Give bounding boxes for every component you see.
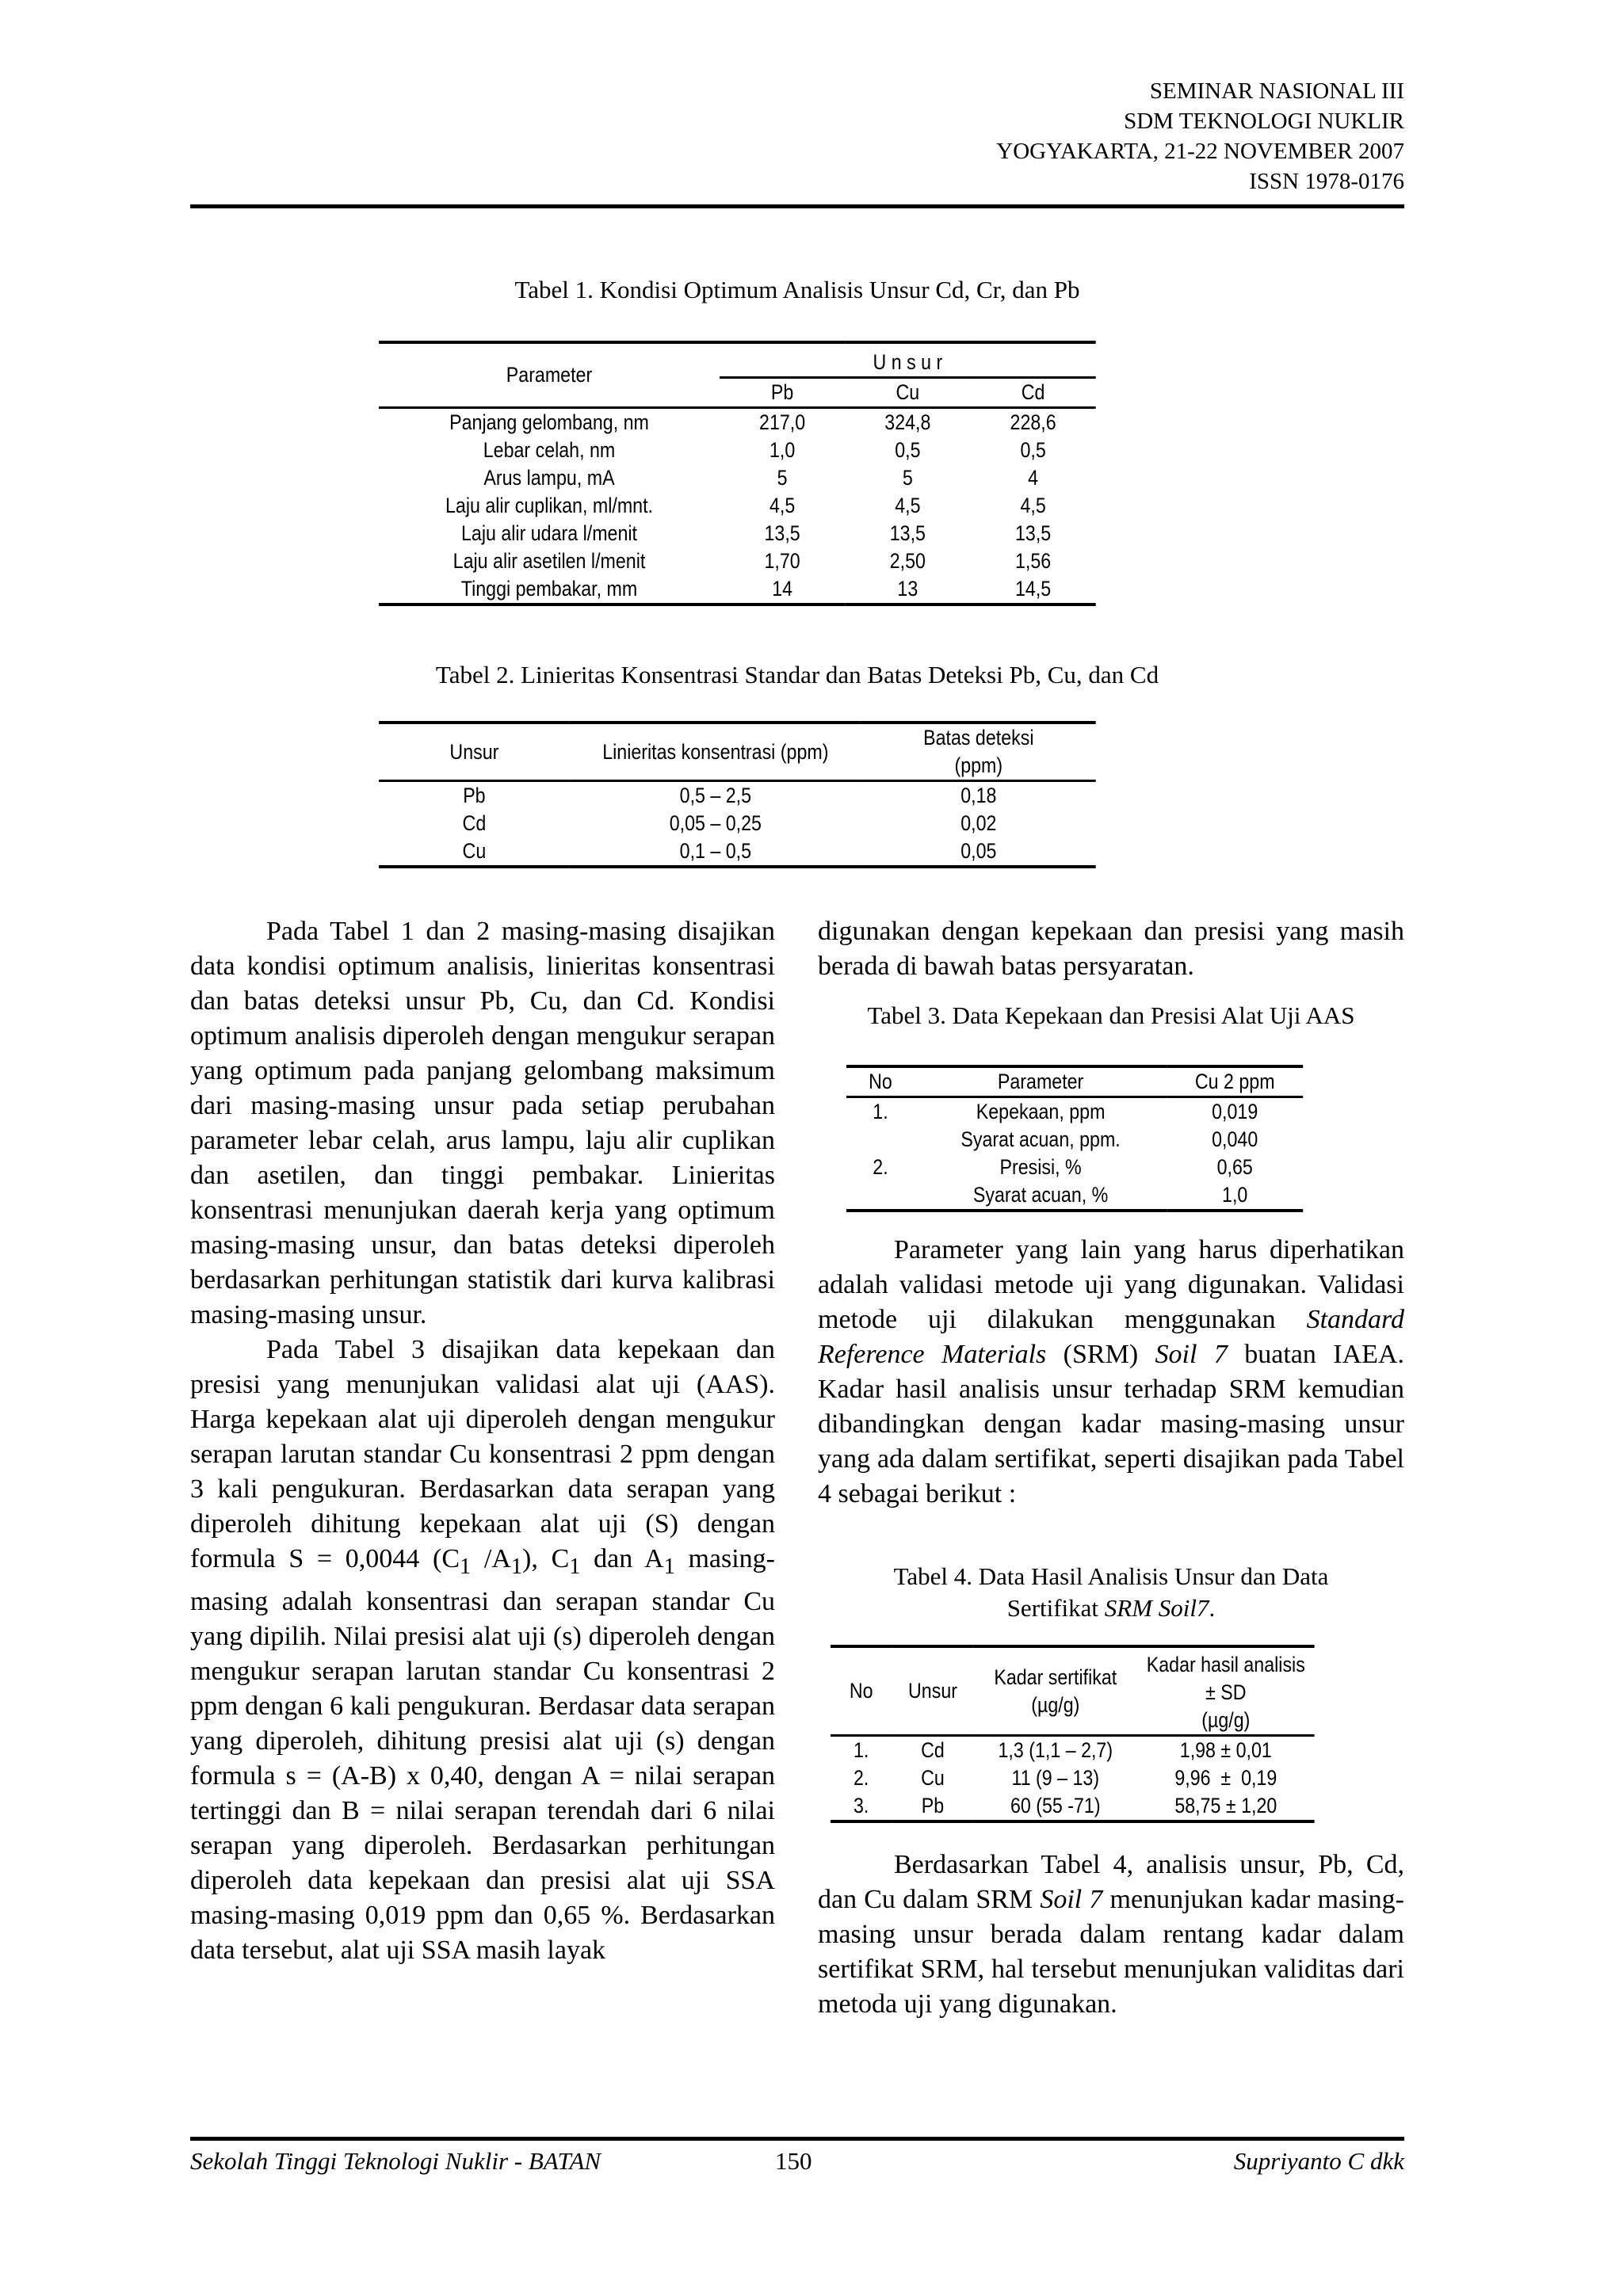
subscript: 1 <box>510 1554 523 1579</box>
text-run: dan A <box>580 1544 664 1573</box>
table-cell: 0,05 – 0,25 <box>669 811 762 835</box>
table2-header-unsur: Unsur <box>449 739 499 764</box>
table-cell: 0,019 <box>1212 1100 1258 1123</box>
table-row <box>379 810 1096 837</box>
table-cell: 4,5 <box>895 494 921 517</box>
table-cell: 0,5 <box>895 438 921 462</box>
table-row <box>379 547 1096 575</box>
table-cell: 14,5 <box>1014 577 1052 601</box>
table-cell: Cu <box>921 1766 945 1790</box>
table-row <box>846 1181 1303 1211</box>
paragraph <box>818 1848 1404 2022</box>
table-cell: 0,1 – 0,5 <box>679 839 752 863</box>
table-cell: 0,02 <box>960 811 997 835</box>
table-row <box>379 464 1096 492</box>
table-cell: 0,5 <box>1020 438 1046 462</box>
table-cell: Laju alir udara l/menit <box>460 521 637 545</box>
table-cell: 1. <box>873 1100 888 1123</box>
table-cell: 1,98 ± 0,01 <box>1179 1738 1272 1762</box>
header-rule <box>190 204 1404 208</box>
header-issn: ISSN 1978-0176 <box>1249 169 1404 194</box>
table4-header-hasil <box>1137 1646 1315 1736</box>
table-cell: 14 <box>772 577 793 601</box>
paragraph: Pada Tabel 1 dan 2 masing-masing disajikan data kondisi optimum analisis, linieritas konsentrasi dan batas deteksi unsur Pb, Cu, dan Cd. Kondisi optimum analisis diperoleh dengan mengukur serapan yang optimum pada panjang gelombang maksimum dari masing-masing unsur pada setiap perubahan parameter lebar celah, arus lampu, laju alir cuplikan dan asetilen, dan tinggi pembakar. Linieritas konsentrasi menunjukan daerah kerja yang optimum masing-masing unsur, dan batas deteksi diperoleh berdasarkan perhitungan statistik dari kurva kalibrasi masing-masing unsur. <box>190 917 775 1329</box>
table-cell: Presisi, % <box>999 1155 1082 1179</box>
table-row <box>379 437 1096 464</box>
text-run: Berdasarkan Tabel 4, analisis unsur, Pb, Cd, dan Cu dalam SRM <box>818 1850 1404 1914</box>
table-cell: 0,5 – 2,5 <box>679 784 752 807</box>
table-cell: 9,96 ± 0,19 <box>1174 1766 1277 1790</box>
table-cell: 13 <box>897 577 918 601</box>
table-cell: 0,040 <box>1212 1127 1258 1151</box>
text-run: Sertifikat <box>1006 1594 1105 1622</box>
table-cell: Kepekaan, ppm <box>976 1100 1106 1123</box>
footer-rule <box>190 2137 1404 2141</box>
footer-authors: Supriyanto C dkk <box>1233 2147 1404 2175</box>
right-column-middle <box>818 1233 1404 1512</box>
table-cell: Laju alir asetilen l/menit <box>453 549 646 573</box>
table-cell: Syarat acuan, % <box>972 1183 1109 1207</box>
table3-header-cu: Cu 2 ppm <box>1194 1070 1275 1093</box>
right-column-top <box>818 914 1404 984</box>
text-run: buatan IAEA. Kadar hasil analisis unsur terhadap SRM kemudian dibandingkan dengan kadar masing-masing unsur yang ada dalam sertifikat, seperti disajikan pada Tabel 4 sebagai berikut : <box>818 1340 1404 1508</box>
table-row <box>846 1154 1303 1181</box>
table-cell: 324,8 <box>884 410 931 434</box>
table4-header-hasil-line3: (µg/g) <box>1201 1708 1251 1732</box>
table-row <box>379 408 1096 437</box>
table-cell: 11 (9 – 13) <box>1011 1766 1100 1790</box>
table-cell <box>846 1181 915 1211</box>
table1-header-col: Pb <box>770 380 794 404</box>
table-cell: 13,5 <box>764 521 800 545</box>
table4-header-hasil-line2: ± SD <box>1205 1680 1247 1704</box>
table1-header-col: Cu <box>896 380 920 404</box>
right-column-bottom <box>818 1848 1404 2022</box>
table2 <box>379 721 1096 868</box>
table-row <box>846 1097 1303 1127</box>
header-topic: SDM TEKNOLOGI NUKLIR <box>1124 109 1404 134</box>
text-run: (SRM) <box>1046 1340 1155 1369</box>
header-seminar: SEMINAR NASIONAL III <box>1149 78 1404 104</box>
table1-caption: Tabel 1. Kondisi Optimum Analisis Unsur Cd, Cr, dan Pb <box>514 276 1080 303</box>
table-row <box>379 575 1096 605</box>
table4-header-hasil-line1: Kadar hasil analisis <box>1146 1653 1305 1676</box>
table-row <box>379 492 1096 520</box>
text-run: Pada Tabel 3 disajikan data kepekaan dan presisi yang menunjukan validasi alat uji (AAS). Harga kepekaan alat uji diperoleh dengan mengukur serapan larutan standar Cu konsentrasi 2 ppm dengan 3 kali pengukuran. Berdasarkan data serapan yang diperoleh dihitung kepekaan alat uji (S) dengan formula S = 0,0044 (C <box>190 1335 775 1573</box>
table-cell: 4 <box>1028 466 1039 490</box>
table4-caption <box>818 1561 1404 1624</box>
text-run: masing-masing adalah konsentrasi dan serapan standar Cu yang dipilih. Nilai presisi alat uji (s) diperoleh dengan mengukur serapan larutan standar Cu konsentrasi 2 ppm dengan 6 kali pengukuran. Berdasar data serapan yang diperoleh, dihitung presisi alat uji (s) dengan formula s = (A-B) x 0,40, dengan A = nilai serapan tertinggi dan B = nilai serapan terendah dari 6 nilai serapan yang diperoleh. Berdasarkan perhitungan diperoleh data kepekaan dan presisi alat uji SSA masing-masing 0,019 ppm dan 0,65 %. Berdasarkan data tersebut, alat uji SSA masih layak <box>190 1544 775 1965</box>
table-cell: Pb <box>921 1794 945 1817</box>
table1 <box>379 341 1096 606</box>
table4-header-no: No <box>849 1679 873 1703</box>
table-cell: Cd <box>921 1738 945 1762</box>
table4-header-sertifikat <box>974 1646 1137 1736</box>
table2-header-batas-line2: (ppm) <box>954 753 1003 777</box>
paragraph <box>190 1333 775 1968</box>
table-cell: Syarat acuan, ppm. <box>960 1127 1121 1151</box>
subscript: 1 <box>569 1554 581 1579</box>
table4-caption-line1: Tabel 4. Data Hasil Analisis Unsur dan Data <box>893 1562 1329 1590</box>
table-cell: 2,50 <box>889 549 926 573</box>
table-row <box>831 1792 1315 1821</box>
subscript: 1 <box>663 1554 675 1579</box>
footer-institution: Sekolah Tinggi Teknologi Nuklir - BATAN <box>190 2147 601 2175</box>
table-cell: Cd <box>462 811 487 835</box>
table-cell: 1. <box>854 1738 869 1762</box>
table4-header-sertifikat-line2: (µg/g) <box>1031 1692 1080 1717</box>
italic-run: Soil 7 <box>1040 1885 1103 1914</box>
table-row <box>379 781 1096 810</box>
table-cell: 1,56 <box>1014 549 1052 573</box>
table-row <box>379 520 1096 547</box>
table-row <box>846 1126 1303 1154</box>
table-cell: 4,5 <box>1020 494 1046 517</box>
italic-run: SRM Soil7 <box>1104 1594 1209 1622</box>
table-cell: 3. <box>854 1794 869 1817</box>
table2-header-batas <box>861 723 1096 781</box>
table-cell: Lebar celah, nm <box>483 438 616 462</box>
text-run: /A <box>471 1544 511 1573</box>
table1-header-parameter: Parameter <box>379 342 720 408</box>
table-cell: Arus lampu, mA <box>483 466 615 490</box>
table-cell: 5 <box>902 466 913 490</box>
paragraph <box>818 1233 1404 1512</box>
table2-caption: Tabel 2. Linieritas Konsentrasi Standar dan Batas Deteksi Pb, Cu, dan Cd <box>435 661 1159 688</box>
table-cell: Pb <box>463 784 486 807</box>
left-column <box>190 914 775 1968</box>
table-cell: 60 (55 -71) <box>1010 1794 1101 1817</box>
text-run: . <box>1209 1594 1216 1622</box>
table1-header-group: U n s u r <box>720 342 1096 378</box>
italic-run: Standard Reference Materials <box>818 1305 1404 1369</box>
table-cell: 2. <box>854 1766 869 1790</box>
table-cell: 4,5 <box>769 494 796 517</box>
table3-header-no: No <box>869 1070 892 1093</box>
header-location-date: YOGYAKARTA, 21-22 NOVEMBER 2007 <box>996 139 1404 164</box>
table-cell: Panjang gelombang, nm <box>449 410 649 434</box>
table-cell: 0,65 <box>1216 1155 1253 1179</box>
table-cell: 5 <box>777 466 788 490</box>
table4-caption-line2 <box>818 1592 1404 1624</box>
table-cell: 13,5 <box>1014 521 1052 545</box>
table3-header-parameter: Parameter <box>997 1070 1084 1093</box>
table2-header-batas-line1: Batas deteksi <box>923 726 1034 749</box>
table-cell: 2. <box>873 1155 888 1179</box>
table4-header-sertifikat-line1: Kadar sertifikat <box>994 1665 1117 1689</box>
table-row <box>831 1764 1315 1792</box>
table1-header-col: Cd <box>1021 380 1045 404</box>
text-run: menunjukan kadar masing-masing unsur berada dalam rentang kadar dalam sertifikat SRM, hal tersebut menunjukan validitas dari metoda uji yang digunakan. <box>818 1885 1404 2019</box>
table-row <box>379 837 1096 867</box>
table-cell: 0,18 <box>960 784 997 807</box>
table2-header-linieritas: Linieritas konsentrasi (ppm) <box>602 739 829 764</box>
table-cell: 1,0 <box>1222 1183 1248 1207</box>
running-header <box>996 76 1404 196</box>
table-cell: 217,0 <box>759 410 806 434</box>
table-cell: 0,05 <box>960 839 997 863</box>
table-cell: Cu <box>462 839 487 863</box>
table-cell: 1,0 <box>769 438 796 462</box>
table-cell: 58,75 ± 1,20 <box>1174 1794 1277 1817</box>
table4 <box>831 1645 1315 1823</box>
page-number: 150 <box>775 2147 812 2175</box>
table-cell <box>846 1126 915 1154</box>
table-cell: 1,3 (1,1 – 2,7) <box>998 1738 1113 1762</box>
table-cell: Tinggi pembakar, mm <box>460 577 638 601</box>
subscript: 1 <box>460 1554 472 1579</box>
table-cell: 228,6 <box>1010 410 1056 434</box>
table-row <box>831 1736 1315 1765</box>
table3-caption: Tabel 3. Data Kepekaan dan Presisi Alat Uji AAS <box>867 1001 1355 1029</box>
table3 <box>846 1065 1303 1212</box>
table4-header-unsur: Unsur <box>908 1679 957 1703</box>
text-run: ), C <box>522 1544 570 1573</box>
text-run: Parameter yang lain yang harus diperhatikan adalah validasi metode uji yang digunakan. Validasi metode uji dilakukan menggunakan <box>818 1235 1404 1334</box>
table-cell: Laju alir cuplikan, ml/mnt. <box>445 494 653 517</box>
table-cell: 1,70 <box>764 549 800 573</box>
italic-run: Soil 7 <box>1155 1340 1228 1369</box>
paragraph: digunakan dengan kepekaan dan presisi yang masih berada di bawah batas persyaratan. <box>818 917 1404 981</box>
table-cell: 13,5 <box>889 521 926 545</box>
